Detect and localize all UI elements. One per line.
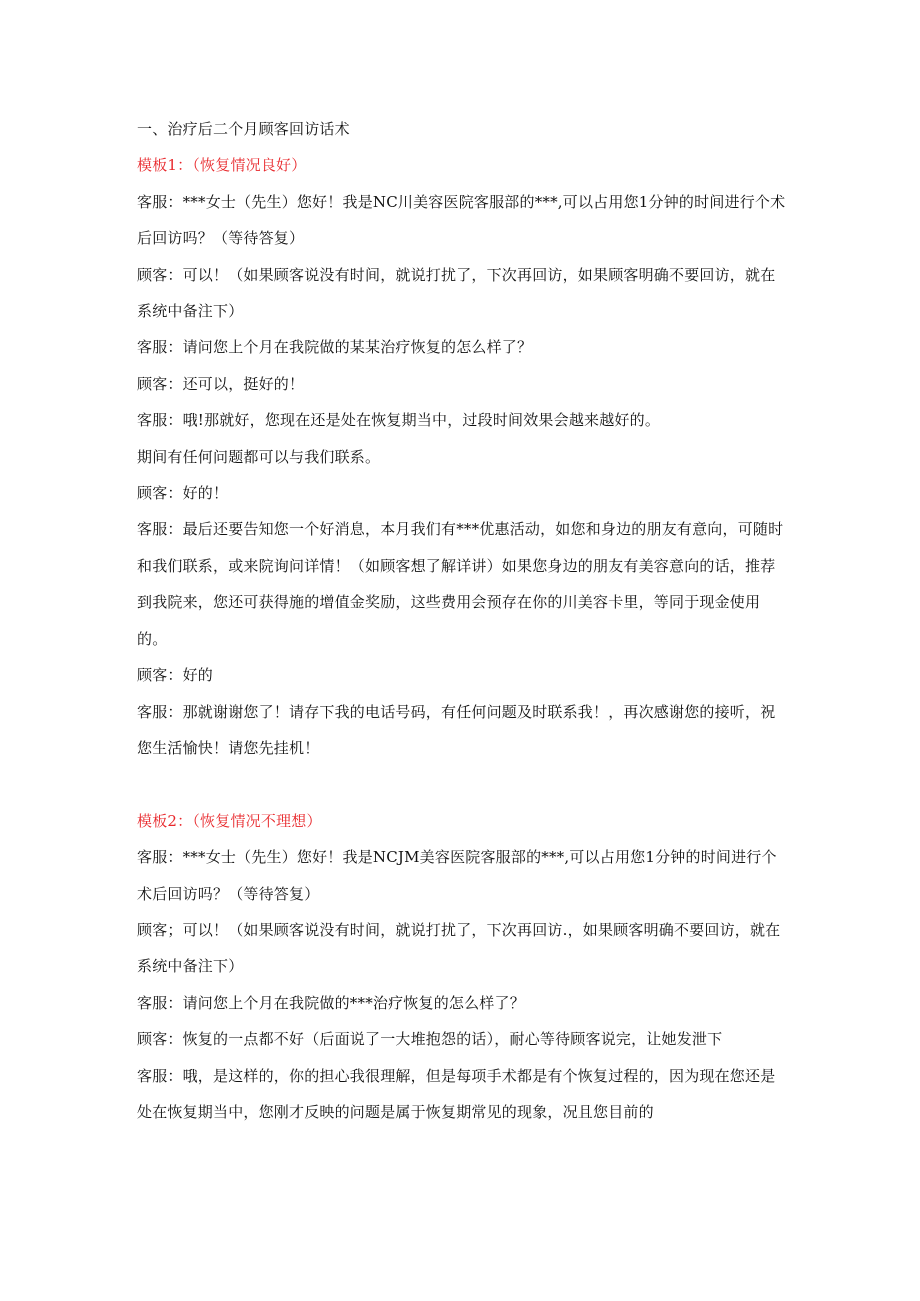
template-1-line: 客服：***女士（先生）您好！我是NC川美容医院客服部的***,可以占用您1分钟的时间进行个术后回访吗？（等待答复） xyxy=(137,192,786,248)
template-1-line: 客服：那就谢谢您了！请存下我的电话号码，有任何问题及时联系我！，再次感谢您的接听，祝您生活愉快！请您先挂机！ xyxy=(137,702,776,757)
template-1-line: 顾客：还可以，挺好的！ xyxy=(137,374,305,393)
template-2-line: 客服：哦，是这样的，你的担心我很理解，但是每项手术都是有个恢复过程的，因为现在您还是处在恢复期当中，您刚才反映的问题是属于恢复期常见的现象，况且您目前的 xyxy=(137,1066,776,1121)
template-1-line: 顾客：可以！（如果顾客说没有时间，就说打扰了，下次再回访，如果顾客明确不要回访，就在系统中备注下） xyxy=(137,265,776,321)
template-1-line: 客服：最后还要告知您一个好消息，本月我们有***优惠活动，如您和身边的朋友有意向，可随时和我们联系，或来院询问详情！（如顾客想了解详讲）如果您身边的朋友有美容意向的话，推荐到我院来，您还可获得施的增值金奖励，这些费用会预存在你的川美容卡里，等同于现金使用的。 xyxy=(137,520,784,648)
template-1-line: 客服：请问您上个月在我院做的某某治疗恢复的怎么样了？ xyxy=(137,338,533,357)
template-2-line: 顾客；可以！（如果顾客说没有时间，就说打扰了，下次再回访.，如果顾客明确不要回访，就在系统中备注下） xyxy=(137,920,781,976)
document-body xyxy=(137,111,787,1130)
section-title: 一、治疗后二个月顾客回访话术 xyxy=(137,120,350,138)
template-2-line: 顾客：恢复的一点都不好（后面说了一大堆抱怨的话），耐心等待顾客说完，让她发泄下 xyxy=(137,1030,723,1049)
template-1-line: 客服：哦!那就好，您现在还是处在恢复期当中，过段时间效果会越来越好的。 xyxy=(137,411,661,430)
template-1-line: 顾客：好的 xyxy=(137,666,214,685)
paragraph-spacer xyxy=(137,766,787,802)
template-1-line: 期间有任何问题都可以与我们联系。 xyxy=(137,447,381,466)
template-2-title: 模板2：（恢复情况不理想） xyxy=(137,811,322,830)
template-1-line: 顾客：好的！ xyxy=(137,484,229,503)
template-2-line: 客服：***女士（先生）您好！我是NCJM美容医院客服部的***,可以占用您1分钟的时间进行个术后回访吗？（等待答复） xyxy=(137,848,777,903)
template-2-line: 客服：请问您上个月在我院做的***治疗恢复的怎么样了？ xyxy=(137,993,525,1012)
template-1-title: 模板1：（恢复情况良好） xyxy=(137,156,307,175)
